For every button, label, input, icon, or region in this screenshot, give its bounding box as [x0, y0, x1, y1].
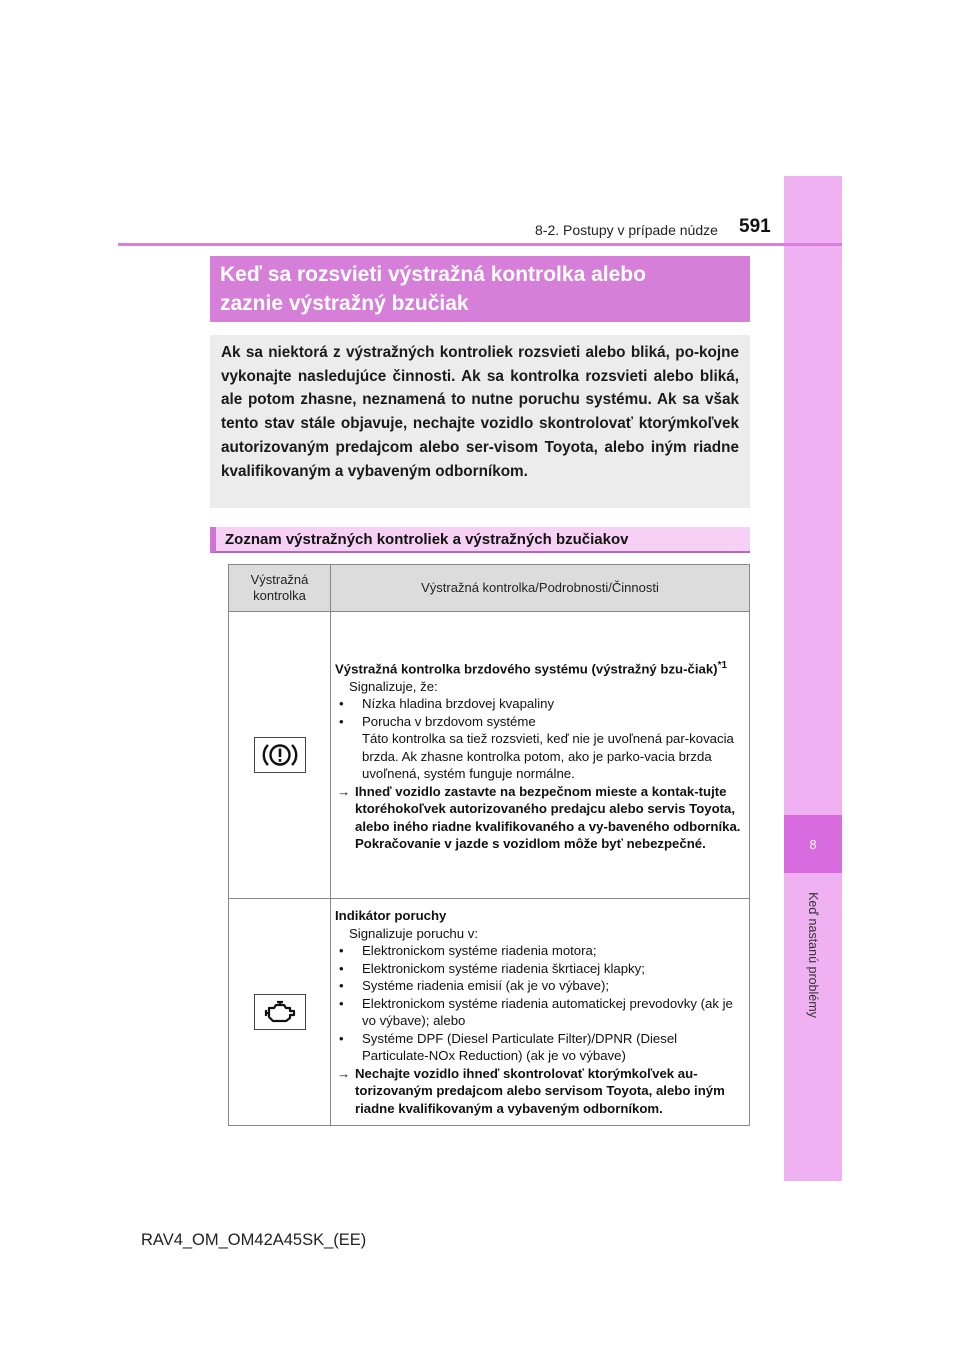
list-item: • Elektronickom systéme riadenia automatickej prevodovky (ak je vo výbave); alebo	[339, 995, 733, 1028]
list-item: • Porucha v brzdovom systéme	[339, 713, 536, 729]
intro-paragraph: Ak sa niektorá z výstražných kontroliek rozsvieti alebo bliká, po-kojne vykonajte nasledujúce činnosti. Ak sa kontrolka rozsvieti alebo bliká, ale potom zhasne, neznamená to nutne poruchu systému. Ak sa však tento stav stále objavuje, nechajte vozidlo skontrolovať ktorýmkoľvek autorizovaným predajcom alebo ser-visom Toyota, alebo iným riadne kvalifikovaným a vybaveným odborníkom.	[210, 335, 750, 508]
page-number: 591	[739, 216, 771, 237]
title-line-2: zaznie výstražný bzučiak	[220, 292, 469, 315]
action-text: → Ihneď vozidlo zastavte na bezpečnom mieste a kontak-tujte ktoréhokoľvek autorizovaného predajcu alebo servis Toyota, alebo iného riadne kvalifikovaného a vy-baveného odborníka. Pokračovanie v jazde s vozidlom môže byť nebezpečné.	[337, 783, 741, 852]
list-item: • Systéme DPF (Diesel Particulate Filter)/DPNR (Diesel Particulate-NOx Reduction) (ak je vo výbave)	[339, 1030, 678, 1063]
brake-warning-icon	[254, 737, 306, 773]
chapter-label: Keď nastanú problémy	[806, 892, 820, 1018]
section-title: 8-2. Postupy v prípade núdze	[535, 222, 718, 238]
engine-malfunction-icon-graphic	[260, 998, 300, 1026]
list-item: • Elektronickom systéme riadenia škrtiacej klapky;	[339, 960, 645, 976]
subheading: Zoznam výstražných kontroliek a výstražných bzučiakov	[210, 527, 750, 553]
table-row	[229, 612, 750, 899]
warning-table	[228, 564, 750, 1126]
engine-malfunction-description: Indikátor poruchy Signalizuje poruchu v: • Elektronickom systéme riadenia motora; • Elektronickom systéme riadenia škrtiacej klapky; • Systéme riadenia emisií (ak je vo výbave); • Elektronickom systéme riadenia automatickej prevodovky (ak je vo výbave); alebo • Systéme DPF (Diesel Particulate Filter)/DPNR (Diesel Particulate-NOx Reduction) (ak je vo výbave) → Nechajte vozidlo ihneď skontrolovať ktorýmkoľvek au-torizovaným predajcom alebo servisom Toyota, alebo iným riadne kvalifikovaným a vybaveným odborníkom.	[331, 899, 750, 1126]
engine-malfunction-icon	[254, 994, 306, 1030]
header-rule	[118, 243, 842, 246]
document-code: RAV4_OM_OM42A45SK_(EE)	[141, 1231, 367, 1249]
list-item: • Nízka hladina brzdovej kvapaliny	[339, 696, 555, 712]
title-line-1: Keď sa rozsvieti výstražná kontrolka alebo	[220, 263, 646, 286]
table-header-row	[229, 565, 750, 612]
col-header-icon: Výstražná kontrolka	[229, 565, 331, 612]
brake-warning-description: Výstražná kontrolka brzdového systému (výstražný bzu-čiak)$^{*1}$ Signalizuje, že: • Nízka hladina brzdovej kvapaliny • Porucha v brzdovom systéme Táto kontrolka sa tiež rozsvieti, keď nie je uvoľnená par-kovacia brzda. Ak zhasne kontrolka potom, ako je parko-vacia brzda uvoľnená, systém funguje normálne. → Ihneď vozidlo zastavte na bezpečnom mieste a kontak-tujte ktoréhokoľvek autorizovaného predajcu alebo servis Toyota, alebo iného riadne kvalifikovaného a vy-baveného odborníka. Pokračovanie v jazde s vozidlom môže byť nebezpečné.	[331, 612, 750, 899]
page-title	[210, 256, 750, 322]
list-item: • Systéme riadenia emisií (ak je vo výbave);	[339, 978, 609, 993]
col-header-description: Výstražná kontrolka/Podrobnosti/Činnosti	[331, 565, 750, 612]
chapter-side-tab	[784, 176, 842, 1181]
list-item: • Elektronickom systéme riadenia motora;	[339, 943, 597, 958]
action-text: → Nechajte vozidlo ihneď skontrolovať ktorýmkoľvek au-torizovaným predajcom alebo servisom Toyota, alebo iným riadne kvalifikovaným a vybaveným odborníkom.	[337, 1065, 725, 1116]
table-row	[229, 899, 750, 1126]
chapter-number: 8	[784, 815, 842, 873]
brake-warning-icon-graphic	[260, 740, 300, 770]
